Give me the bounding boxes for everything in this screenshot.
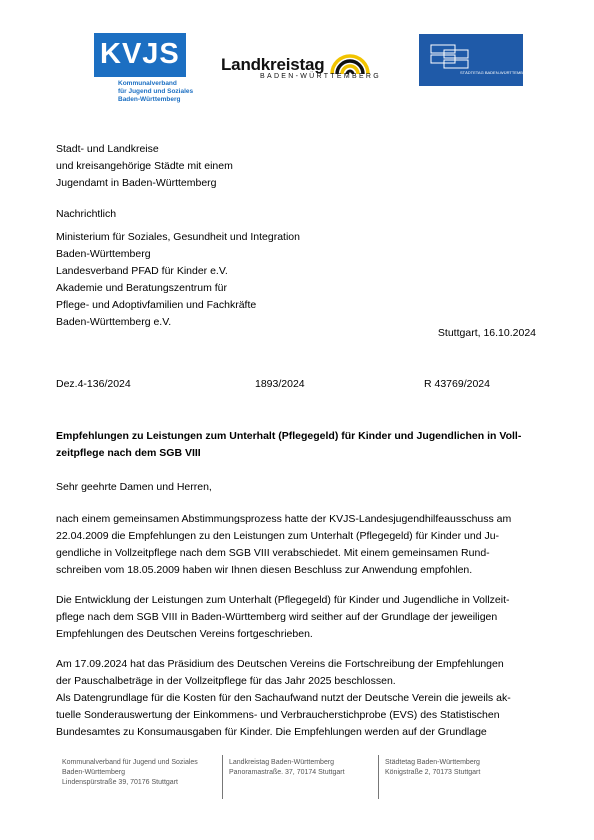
footer-kvjs: Kommunalverband für Jugend und Soziales Baden-Württemberg Lindenspürstraße 39, 70176 Stuttgart [62, 759, 198, 786]
place-date: Stuttgart, 16.10.2024 [437, 327, 536, 339]
paragraph-2: Die Entwicklung der Leistungen zum Unterhalt (Pflegegeld) für Kinder und Jugendliche in Vollzeit- pflege nach dem SGB VIII in Baden-Württemberg wird seither auf der Grundlage der jeweiligen Empfehlungen des Deutschen Vereins fortgeschrieben. [56, 594, 510, 640]
footer-divider [222, 755, 223, 799]
footer-landkreistag: Landkreistag Baden-Württemberg Panoramastraße. 37, 70174 Stuttgart [229, 759, 345, 776]
landkreistag-sun-icon [328, 32, 372, 76]
kvjs-logo-subtitle: Kommunalverband für Jugend und Soziales Baden-Württemberg [118, 80, 194, 104]
landkreistag-logo-subtitle: BADEN-WÜRTTEMBERG [260, 73, 382, 80]
reference-dez: Dez.4-136/2024 [56, 378, 131, 390]
recipient-address: Stadt- und Landkreise und kreisangehörige Städte mit einem Jugendamt in Baden-Württemberg [56, 143, 233, 189]
paragraph-3: Am 17.09.2024 hat das Präsidium des Deutschen Vereins die Fortschreibung der Empfehlungen der Pauschalbeträge in der Vollzeitpflege für das Jahr 2025 beschlossen. Als Datengrundlage für die Kosten für den Sachaufwand nutzt der Deutsche Verein die jeweils ak- tuelle Sonderauswertung der Einkommens- und Verbraucherstichprobe (EVS) des Statistischen Bundesamtes zu Konsumausgaben für Kinder. Die Empfehlungen werden auf der Grundlage [56, 658, 511, 738]
cc-label: Nachrichtlich [56, 208, 117, 220]
reference-r: R 43769/2024 [424, 378, 490, 390]
paragraph-1: nach einem gemeinsamen Abstimmungsprozess hatte der KVJS-Landesjugendhilfeausschuss am 22.04.2009 die Empfehlungen zu den Leistungen zum Unterhalt (Pflegegeld) für Kinder und Ju- gendliche in Vollzeitpflege nach dem SGB VIII verabschiedet. Mit einem gemeinsamen Rund- schreiben vom 18.05.2009 haben wir Ihnen diesen Beschluss zur Anwendung empfohlen. [56, 513, 512, 576]
kvjs-logo-text: KVJS [100, 38, 180, 70]
landkreistag-logo-text: Landkreistag [221, 55, 325, 74]
footer-divider [378, 755, 379, 799]
reference-number: 1893/2024 [255, 378, 305, 390]
cc-recipients: Ministerium für Soziales, Gesundheit und Integration Baden-Württemberg Landesverband PFAD für Kinder e.V. Akademie und Beratungszentrum für Pflege- und Adoptivfamilien und Fachkräfte Baden-Württemberg e.V. [56, 231, 300, 328]
subject: Empfehlungen zu Leistungen zum Unterhalt (Pflegegeld) für Kinder und Jugendlichen in Voll- zeitpflege nach dem SGB VIII [56, 430, 522, 459]
staedtetag-logo-text: STÄDTETAG BADEN-WÜRTTEMBERG [460, 70, 532, 75]
footer-staedtetag: Städtetag Baden-Württemberg Königstraße 2, 70173 Stuttgart [385, 759, 481, 776]
salutation: Sehr geehrte Damen und Herren, [56, 481, 212, 493]
